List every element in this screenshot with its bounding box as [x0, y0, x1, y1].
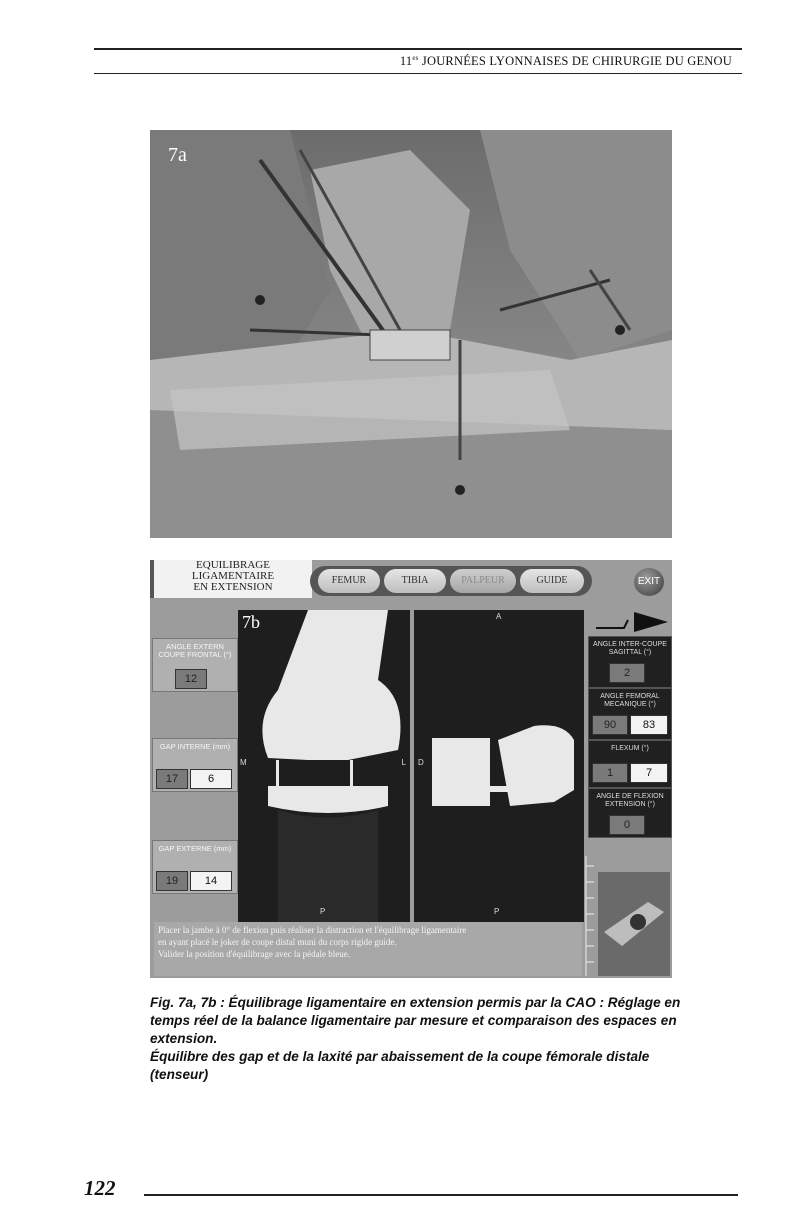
next-arrow-icon[interactable] — [594, 608, 670, 636]
value-box: 90 — [592, 715, 628, 735]
screen-title — [150, 560, 312, 598]
panel-angle-femoral — [588, 688, 672, 740]
tab-guide[interactable]: GUIDE — [520, 569, 584, 593]
value-box: 2 — [609, 663, 645, 683]
instruction-line: Placer la jambe à 0° de flexion puis réaliser la distraction et l'équilibrage ligamentaire — [158, 925, 467, 935]
instrument-thumbnail-drawing — [598, 872, 670, 976]
screen-title-line: LIGAMENTAIRE — [191, 570, 275, 582]
running-head: $11^{es}$ JOURNÉES LYONNAISES DE CHIRURGIE DU GENOU — [399, 54, 732, 69]
marker-posterior: P — [320, 907, 326, 916]
page-number: 122 — [84, 1176, 116, 1200]
screen-title-line: EN EXTENSION — [193, 581, 273, 593]
scale-ruler — [584, 856, 598, 976]
value-box: 0 — [609, 815, 645, 835]
marker-anterior: A — [496, 612, 502, 621]
surgical-photo-drawing — [150, 130, 672, 538]
caption-line-2: Équilibre des gap et de la laxité par abaissement de la coupe fémorale distale (tenseur) — [150, 1049, 650, 1082]
marker-posterior-sag: P — [494, 907, 500, 916]
tab-femur[interactable]: FEMUR — [318, 569, 380, 593]
instrument-thumbnail — [598, 872, 670, 976]
exit-button[interactable]: EXIT — [634, 568, 664, 596]
panel-caption: GAP EXTERNE (mm) — [158, 844, 232, 853]
instruction-box — [154, 922, 582, 976]
footer-rule — [144, 1194, 738, 1196]
marker-distal: D — [418, 758, 424, 767]
panel-caption: ANGLE EXTERN COUPE FRONTAL (°) — [158, 642, 232, 659]
surgical-photo — [150, 130, 672, 538]
cao-screen — [150, 560, 672, 978]
value-box: 12 — [175, 669, 207, 689]
panel-caption: ANGLE DE FLEXION EXTENSION (°) — [596, 793, 664, 808]
panel-caption: FLEXUM (°) — [611, 745, 649, 752]
figure-label-7a: 7a — [168, 144, 187, 166]
panel-angle-flexion — [588, 788, 672, 838]
sagittal-knee-drawing — [414, 610, 584, 922]
value-box: 17 — [156, 769, 188, 789]
panel-angle-inter-coupe — [588, 636, 672, 688]
figure-label-7b: 7b — [242, 612, 260, 632]
frontal-knee-drawing — [238, 610, 410, 922]
value-box: 19 — [156, 871, 188, 891]
panel-caption: ANGLE INTER-COUPE SAGITTAL (°) — [593, 641, 667, 656]
panel-gap-externe — [152, 840, 238, 894]
panel-flexum — [588, 740, 672, 788]
panel-caption: GAP INTERNE (mm) — [159, 742, 231, 751]
screen-tab-bar — [310, 566, 592, 596]
value-box: 83 — [630, 715, 668, 735]
value-box: 1 — [592, 763, 628, 783]
tab-tibia[interactable]: TIBIA — [384, 569, 446, 593]
instruction-line: Valider la position d'équilibrage avec la pédale bleue. — [158, 949, 351, 959]
value-box: 14 — [190, 871, 232, 891]
value-box: 6 — [190, 769, 232, 789]
sagittal-view — [414, 610, 584, 922]
screen-title-line: EQUILIBRAGE — [196, 560, 270, 571]
instruction-line: en ayant placé le joker de coupe distal muni du corps rigide guide. — [158, 937, 397, 947]
tab-palpeur[interactable]: PALPEUR — [450, 569, 516, 593]
header-rule-top — [94, 48, 742, 50]
panel-caption: ANGLE FEMORAL MECANIQUE (°) — [600, 693, 660, 708]
marker-lateral: L — [401, 758, 406, 767]
marker-medial: M — [240, 758, 247, 767]
caption-line-1: Fig. 7a, 7b : Équilibrage ligamentaire en extension permis par la CAO : Réglage en temps réel de la balance ligamentaire par mesure et comparaison des espaces en extension. — [150, 995, 681, 1046]
panel-angle-coupe-frontal — [152, 638, 238, 692]
header-rule-bottom — [94, 73, 742, 74]
frontal-view — [238, 610, 410, 922]
figure-caption — [150, 994, 710, 1084]
value-box: 7 — [630, 763, 668, 783]
panel-gap-interne — [152, 738, 238, 792]
